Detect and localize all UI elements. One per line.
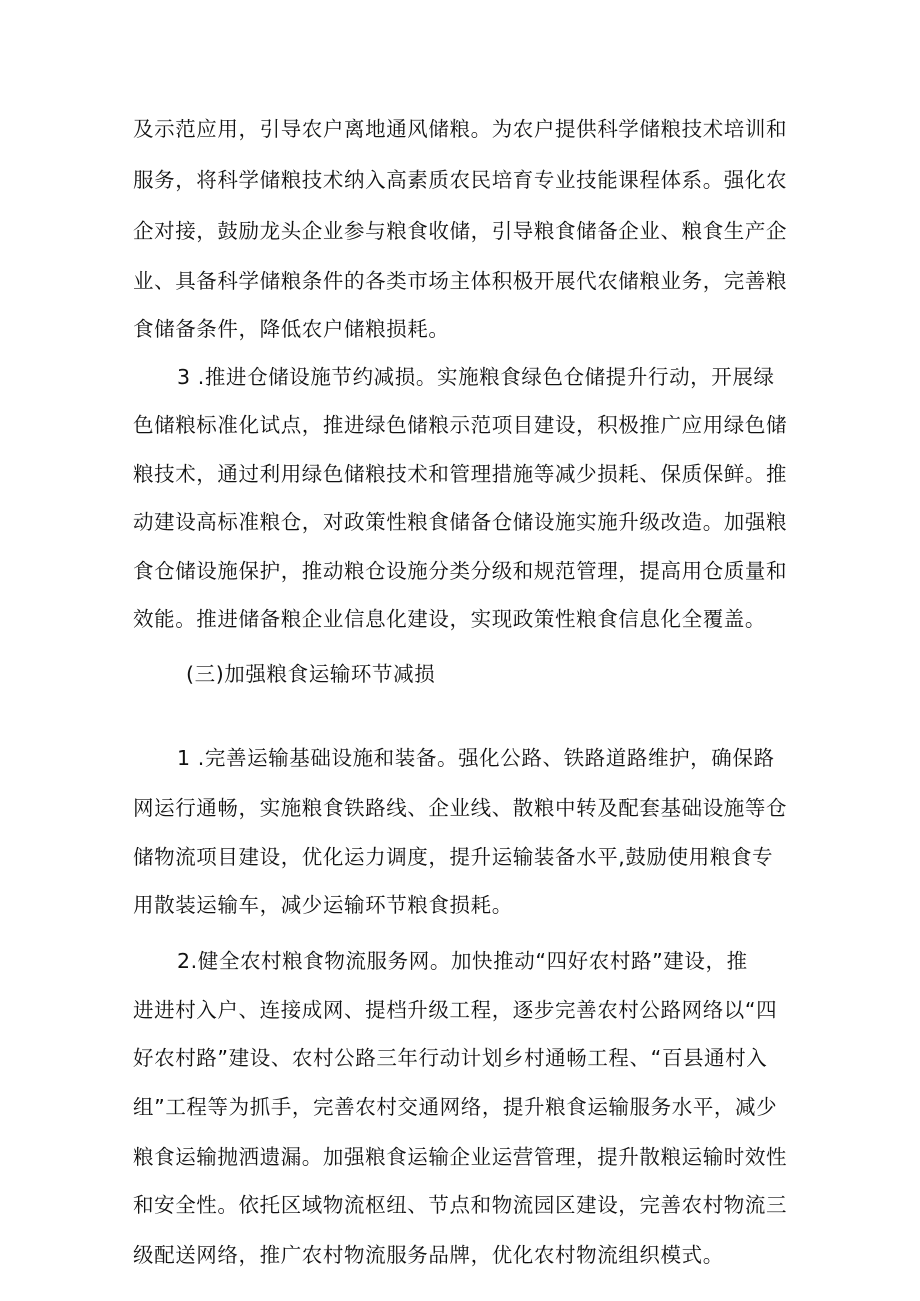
paragraph-line: 服务，将科学储粮技术纳入高素质农民培育专业技能课程体系。强化农	[133, 168, 788, 192]
paragraph-line: 组”工程等为抓手，完善农村交通网络，提升粮食运输服务水平，减少	[133, 1095, 778, 1119]
paragraph-line: 企对接，鼓励龙头企业参与粮食收储，引导粮食储备企业、粮食生产企	[133, 219, 788, 243]
paragraph-line: 用散装运输车，减少运输环节粮食损耗。	[133, 893, 513, 917]
paragraph-line: 1 .完善运输基础设施和装备。强化公路、铁路道路维护，确保路	[177, 746, 775, 770]
section-heading: (三)加强粮食运输环节减损	[186, 662, 436, 686]
paragraph-line: 食仓储设施保护，推动粮仓设施分类分级和规范管理，提高用仓质量和	[133, 559, 788, 583]
paragraph-line: 粮食运输抛洒遗漏。加强粮食运输企业运营管理，提升散粮运输时效性	[133, 1145, 788, 1169]
paragraph-line: 储物流项目建设，优化运力调度，提升运输装备水平,鼓励使用粮食专	[133, 845, 774, 869]
paragraph-line: 进进村入户、连接成网、提档升级工程，逐步完善农村公路网络以“四	[133, 998, 778, 1022]
paragraph-line: 色储粮标准化试点，推进绿色储粮示范项目建设，积极推广应用绿色储	[133, 413, 788, 437]
paragraph-line: 好农村路”建设、农村公路三年行动计划乡村通畅工程、“百县通村入	[133, 1046, 768, 1070]
paragraph-line: 业、具备科学储粮条件的各类市场主体积极开展代农储粮业务，完善粮	[133, 269, 788, 293]
paragraph-line: 2.健全农村粮食物流服务网。加快推动“四好农村路”建设，推	[177, 949, 748, 973]
paragraph-line: 粮技术，通过利用绿色储粮技术和管理措施等减少损耗、保质保鲜。推	[133, 462, 788, 486]
paragraph-line: 效能。推进储备粮企业信息化建设，实现政策性粮食信息化全覆盖。	[133, 607, 766, 631]
paragraph-line: 级配送网络，推广农村物流服务品牌，优化农村物流组织模式。	[133, 1243, 724, 1267]
paragraph-line: 动建设高标准粮仓，对政策性粮食储备仓储设施实施升级改造。加强粮	[133, 510, 788, 534]
paragraph-line: 食储备条件，降低农户储粮损耗。	[133, 317, 450, 341]
paragraph-line: 和安全性。依托区域物流枢纽、节点和物流园区建设，完善农村物流三	[133, 1193, 788, 1217]
paragraph-line: 网运行通畅，实施粮食铁路线、企业线、散粮中转及配套基础设施等仓	[133, 796, 788, 820]
paragraph-line: 3 .推进仓储设施节约减损。实施粮食绿色仓储提升行动，开展绿	[177, 365, 775, 389]
paragraph-line: 及示范应用，引导农户离地通风储粮。为农户提供科学储粮技术培训和	[133, 117, 788, 141]
